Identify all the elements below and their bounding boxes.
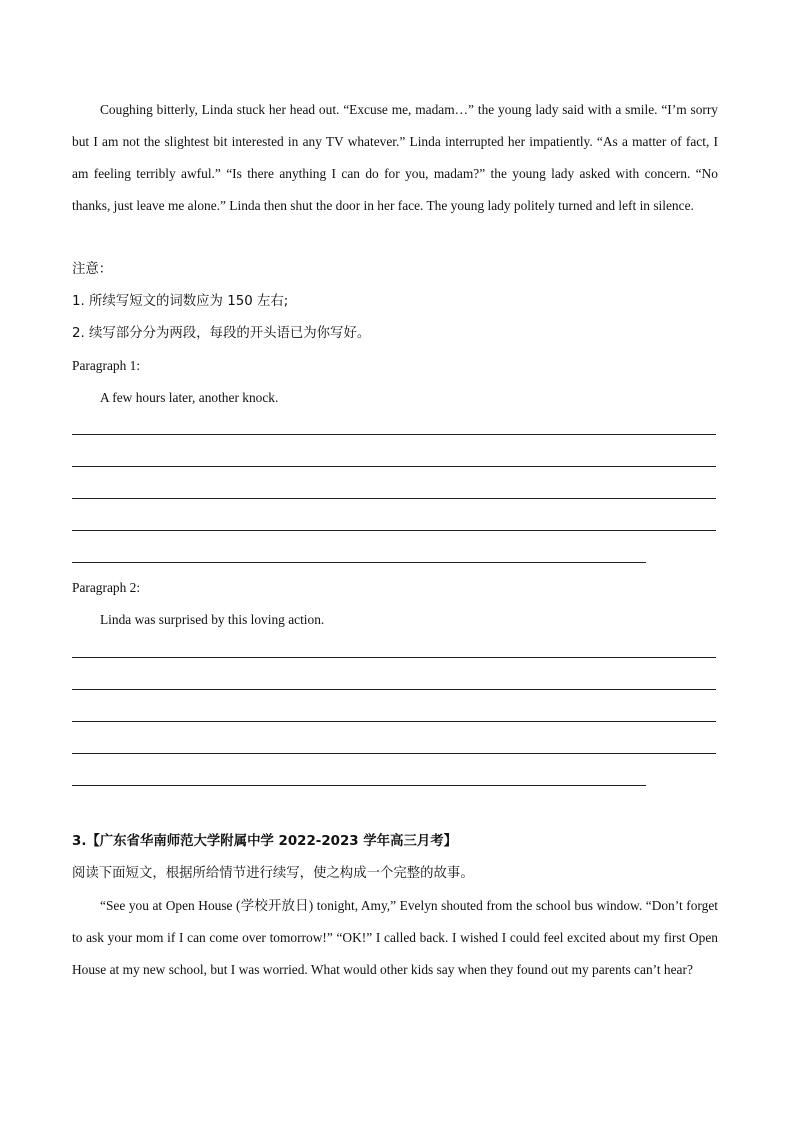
writing-line[interactable] [72, 657, 716, 658]
story-passage: Coughing bitterly, Linda stuck her head out. “Excuse me, madam…” the young lady said with a smile. “I’m sorry but I am not the slightest bit interested in any TV whatever.” Linda interrupted her impatiently. “As a matter of fact, I am feeling terribly awful.” “Is there anything I can do for you, madam?” the young lady asked with concern. “No thanks, just leave me alone.” Linda then shut the door in her face. The young lady politely turned and left in silence. [72, 102, 718, 213]
note-item: 2. 续写部分分为两段，每段的开头语已为你写好。 [72, 326, 371, 341]
writing-line[interactable] [72, 562, 646, 563]
question-3-title: 3.【广东省华南师范大学附属中学 2022-2023 学年高三月考】 [72, 834, 458, 849]
question-3-instruction: 阅读下面短文，根据所给情节进行续写，使之构成一个完整的故事。 [72, 866, 474, 881]
note-item: 1. 所续写短文的词数应为 150 左右; [72, 294, 289, 309]
question-3-passage: “See you at Open House (学校开放日) tonight, Amy,” Evelyn shouted from the school bus window. “Don’t forget to ask your mom if I can come over tomorrow!” “OK!” I called back. I wished I could feel excited about my first Open House at my new school, but I was worried. What would other kids say when they found out my parents can’t hear? [72, 898, 718, 977]
paragraph-2-starter: Linda was surprised by this loving action. [100, 612, 325, 627]
writing-line[interactable] [72, 785, 646, 786]
writing-line[interactable] [72, 466, 716, 467]
writing-line[interactable] [72, 434, 716, 435]
paragraph-2-label: Paragraph 2: [72, 580, 141, 595]
writing-line[interactable] [72, 721, 716, 722]
paragraph-1-label: Paragraph 1: [72, 358, 141, 373]
paragraph-1-starter: A few hours later, another knock. [100, 390, 279, 405]
writing-line[interactable] [72, 689, 716, 690]
writing-line[interactable] [72, 498, 716, 499]
writing-line[interactable] [72, 530, 716, 531]
notes-heading: 注意： [72, 262, 113, 277]
writing-line[interactable] [72, 753, 716, 754]
